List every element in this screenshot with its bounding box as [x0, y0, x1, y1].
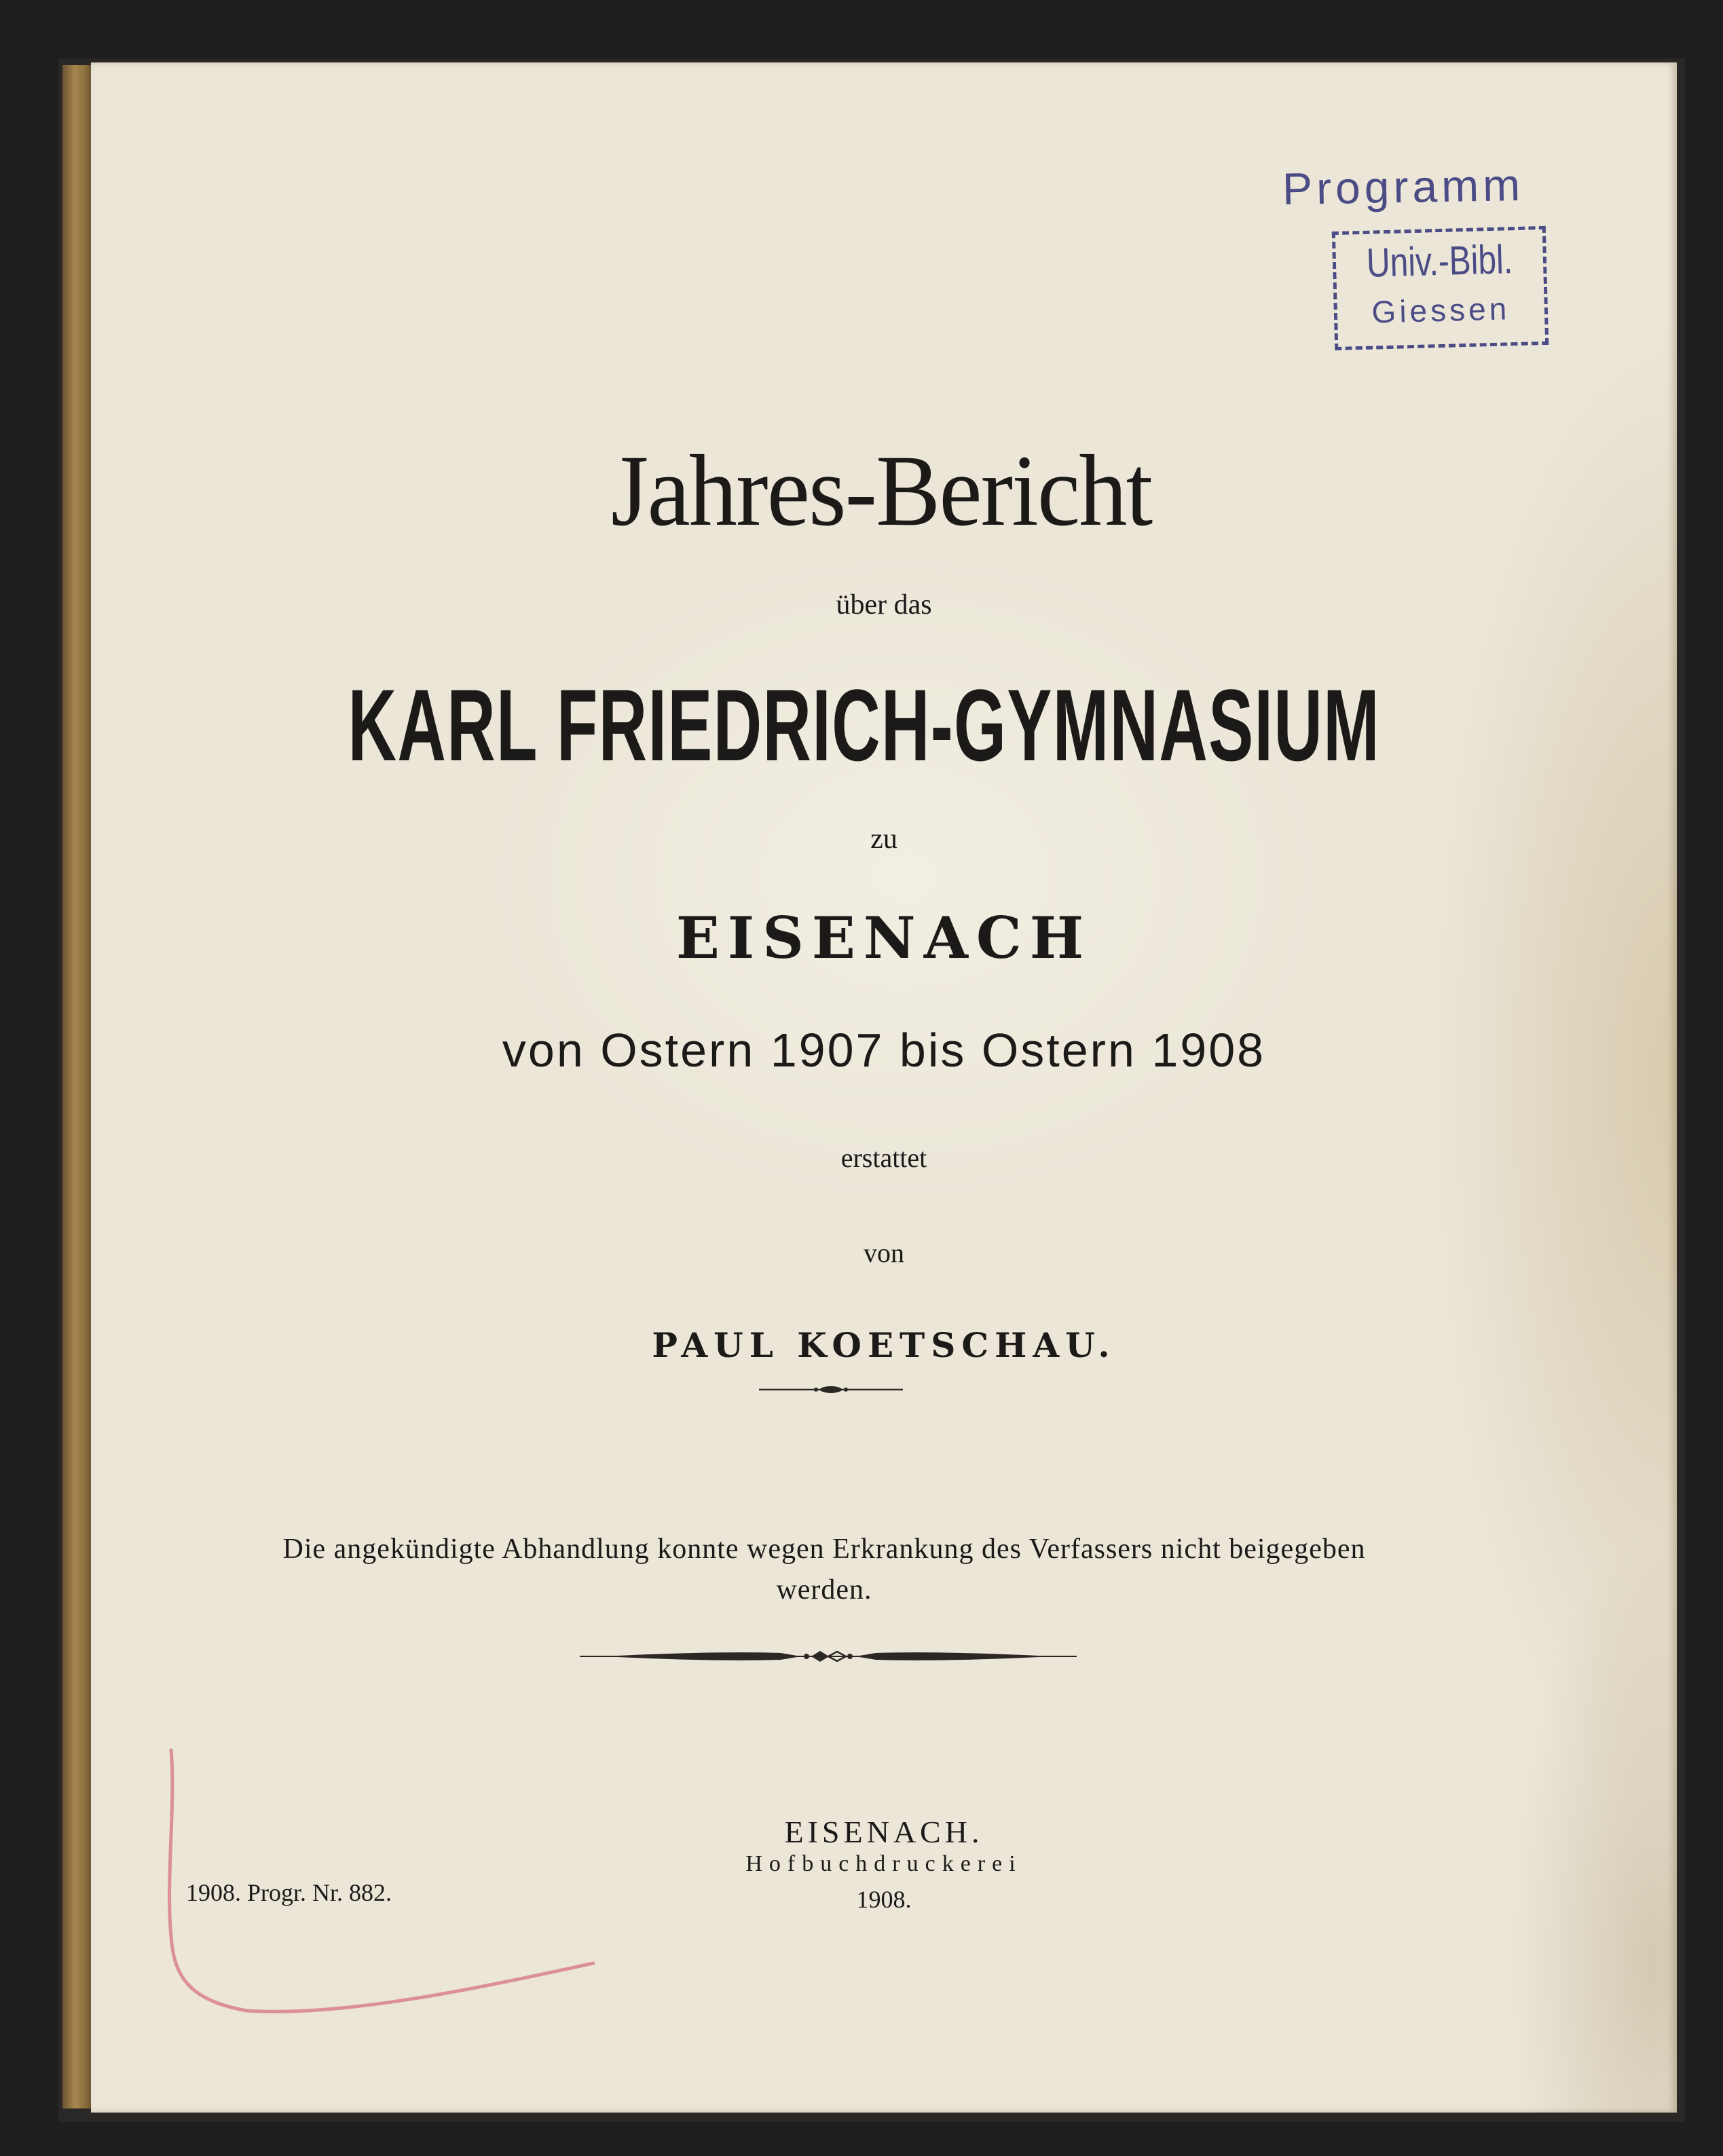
subtitle-over: über das: [836, 589, 932, 620]
pencil-mark: [91, 62, 1677, 2113]
subtitle-von: von: [864, 1238, 904, 1268]
report-title: Jahres-Bericht: [610, 434, 1152, 547]
programm-stamp: Programm: [1282, 159, 1525, 215]
program-number: 1908. Progr. Nr. 882.: [186, 1879, 392, 1906]
imprint-year: 1908.: [856, 1886, 912, 1913]
notice-text: Die angekündigte Abhandlung konnte wegen Erkrankung des Verfassers nicht beigegeben werden.: [282, 1534, 1366, 1605]
library-stamp-line1: Univ.-Bibl.: [1366, 236, 1513, 286]
library-stamp-line2: Giessen: [1371, 291, 1511, 330]
imprint-printer: Hofbuchdruckerei: [745, 1851, 1022, 1876]
school-name: KARL FRIEDRICH-GYMNASIUM: [348, 668, 1380, 782]
gilt-page-edge: [62, 65, 94, 2108]
author-name: PAUL KOETSCHAU.: [652, 1325, 1116, 1365]
city-name: EISENACH: [675, 904, 1092, 971]
subtitle-zu: zu: [870, 823, 897, 855]
imprint-city: EISENACH.: [784, 1815, 984, 1849]
title-page: [91, 62, 1677, 2113]
subtitle-erstattet: erstattet: [840, 1142, 927, 1173]
report-period: von Ostern 1907 bis Ostern 1908: [502, 1024, 1266, 1077]
